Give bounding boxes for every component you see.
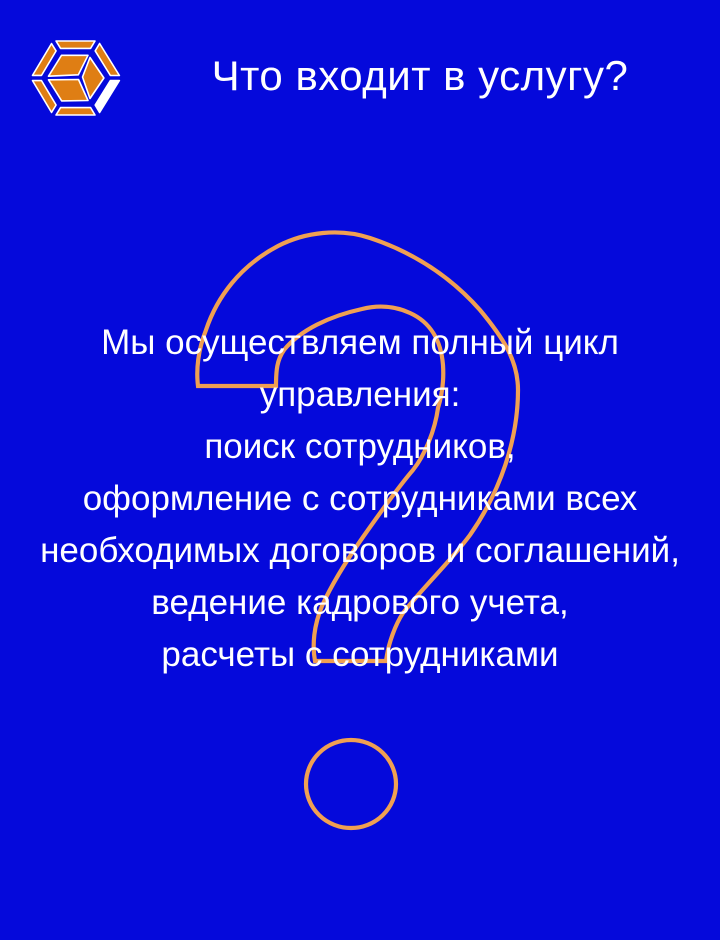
- body-line: управления:: [259, 375, 461, 414]
- body-line: поиск сотрудников,: [204, 427, 516, 466]
- hexagon-blocks-logo-icon: [28, 38, 123, 118]
- body-line: необходимых договоров и соглашений,: [40, 531, 680, 570]
- body-line: ведение кадрового учета,: [151, 583, 569, 622]
- body-line: оформление с сотрудниками всех: [82, 479, 638, 518]
- body-text-block: [0, 317, 720, 681]
- body-line: расчеты с сотрудниками: [161, 635, 559, 674]
- body-line: Мы осуществляем полный цикл: [101, 323, 619, 362]
- page-title: Что входит в услугу?: [211, 52, 629, 99]
